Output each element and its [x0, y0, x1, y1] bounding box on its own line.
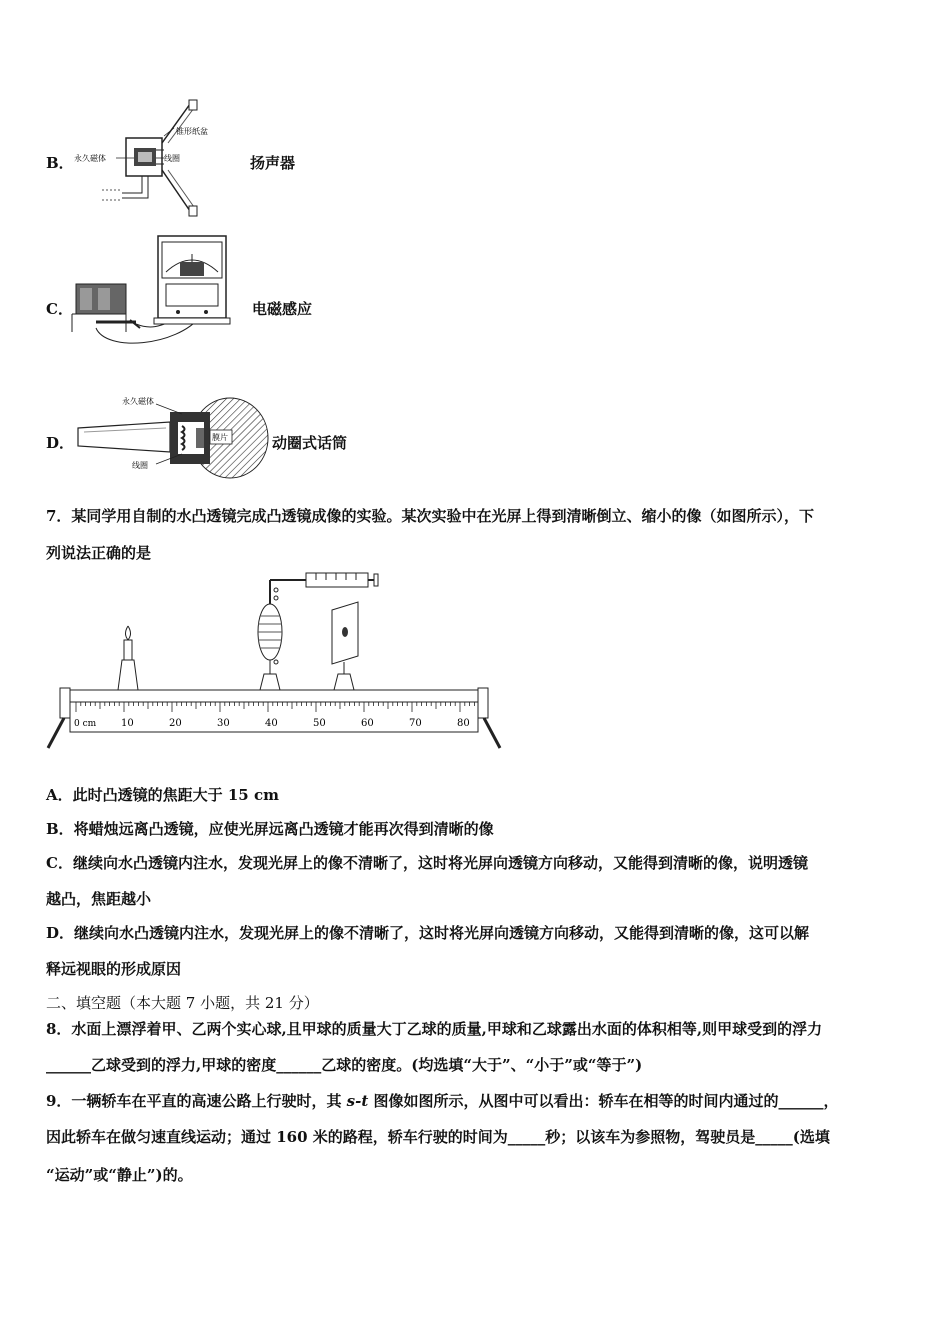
q9-line3: “运动”或“静止”)的。 — [46, 1166, 193, 1184]
magnet-label: 永久磁体 — [74, 154, 106, 163]
q7-option-a: A．此时凸透镜的焦距大于 15 cm — [46, 786, 279, 804]
q8-line1: 8．水面上漂浮着甲、乙两个实心球,且甲球的质量大丁乙球的质量,甲球和乙球露出水面的体积相等,则甲球受到的浮力 — [46, 1020, 823, 1038]
q9-line2: 因此轿车在做匀速直线运动；通过 160 米的路程，轿车行驶的时间为_____秒；以该车为参照物，驾驶员是_____(选填 — [46, 1128, 830, 1146]
tick-label: 60 — [361, 718, 374, 729]
tick-label: 30 — [217, 718, 230, 729]
option-c-caption: 电磁感应 — [252, 300, 313, 318]
q9-line1: 9．一辆轿车在平直的高速公路上行驶时，其 s-t 图像如图所示，从图中可以看出：轿车在相等的时间内通过的______， — [46, 1092, 839, 1110]
mic-coil-label: 线圈 — [132, 461, 148, 470]
tick-label: 40 — [265, 718, 278, 729]
tick-label: 10 — [121, 718, 134, 729]
loudspeaker-figure — [72, 98, 237, 220]
mic-magnet-label: 永久磁体 — [122, 397, 154, 406]
section-heading: 二、填空题（本大题 7 小题，共 21 分） — [46, 994, 319, 1012]
tick-label: 20 — [169, 718, 182, 729]
q7-option-d-line1: D．继续向水凸透镜内注水，发现光屏上的像不清晰了，这时将光屏向透镜方向移动，又能得到清晰的像，这可以解 — [46, 924, 810, 942]
coil-label: 线圈 — [164, 154, 180, 163]
galvanometer-figure — [66, 232, 236, 357]
q7-option-d-line2: 释远视眼的形成原因 — [46, 960, 182, 978]
option-b-letter: B． — [46, 154, 74, 172]
optical-bench-figure — [44, 570, 506, 752]
q7-stem-line2: 列说法正确的是 — [46, 544, 152, 562]
option-d-letter: D． — [46, 434, 75, 452]
q8-line2: ______乙球受到的浮力,甲球的密度______乙球的密度。(均选填“大于”、“小于”或“等于”) — [46, 1056, 643, 1074]
q7-option-c-line1: C．继续向水凸透镜内注水，发现光屏上的像不清晰了，这时将光屏向透镜方向移动，又能得到清晰的像，说明透镜 — [46, 854, 808, 872]
q7-option-b: B．将蜡烛远离凸透镜，应使光屏远离凸透镜才能再次得到清晰的像 — [46, 820, 494, 838]
q7-option-c-line2: 越凸，焦距越小 — [46, 890, 152, 908]
tick-label: 0 cm — [74, 719, 97, 729]
tick-label: 80 — [457, 718, 470, 729]
st-symbol: s-t — [346, 1092, 369, 1110]
option-b-caption: 扬声器 — [250, 154, 296, 172]
microphone-figure — [70, 392, 270, 482]
tick-label: 50 — [313, 718, 326, 729]
cone-label: 锥形纸盆 — [176, 127, 208, 136]
option-d-caption: 动圈式话筒 — [272, 434, 348, 452]
membrane-label: 膜片 — [212, 433, 228, 442]
q7-stem-line1: 7．某同学用自制的水凸透镜完成凸透镜成像的实验。某次实验中在光屏上得到清晰倒立、缩小的像（如图所示），下 — [46, 507, 814, 525]
option-c-letter: C． — [46, 300, 73, 318]
tick-label: 70 — [409, 718, 422, 729]
